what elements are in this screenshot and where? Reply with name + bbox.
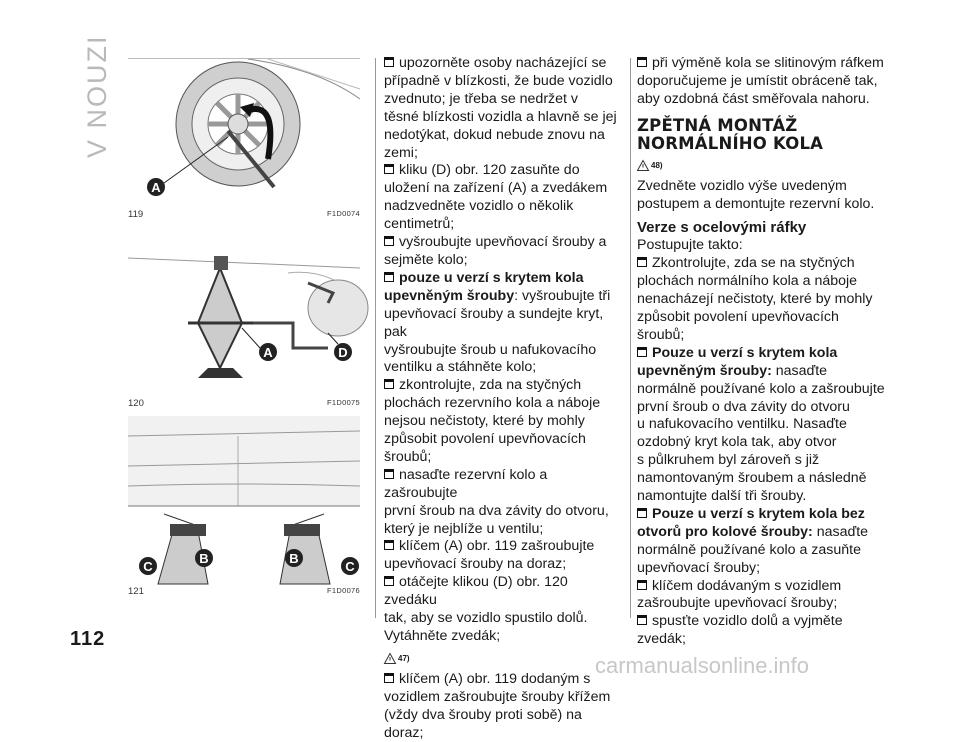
bullet-icon [384, 272, 394, 282]
figure-code: F1D0076 [327, 586, 360, 595]
figure-number: 119 [128, 209, 144, 220]
column-divider [630, 58, 631, 618]
bullet-icon [384, 673, 394, 683]
figure-number: 121 [128, 586, 144, 597]
bullet-icon [637, 347, 647, 357]
column-divider [375, 58, 376, 618]
callout-a: A [151, 180, 161, 195]
list-item: zkontrolujte, zda na styčných [384, 377, 624, 395]
figure-121 [128, 416, 360, 597]
callout-b: B [289, 551, 299, 566]
figure-caption [128, 209, 360, 220]
page-number: 112 [70, 628, 106, 650]
bullet-icon [637, 580, 647, 590]
bullet-icon [384, 540, 394, 550]
list-item: nasaďte rezervní kolo a zašroubujte [384, 466, 548, 501]
list-item: vyšroubujte upevňovací šrouby a [384, 234, 624, 252]
figure-number: 120 [128, 398, 144, 409]
figure-caption [128, 586, 360, 597]
text-column-2: při výměně kola se slitinovým ráfkem doporučujeme je umístit obráceně tak, aby ozdobná část směřovala nahoru. ZPĚTNÁ MONTÁŽ NORMÁLNÍHO KOLA 48) Zvedněte vozidlo výše uvedeným postupem a demontujte rezervní kolo. Verze s ocelovými ráfky Postupujte takto: Zkontrolujte, zda se na styčných plochách normálního kola a náboje nenacházejí nečistoty, které by mohly způsobit povolení upevňovacích šroubů; Pouze u verzí s krytem kola upevněným šrouby: nasaďte normálně používané kolo a zašroubujte první šroub o dva závity do otvoru u nafukovacího ventilku. Nasaďte ozdobný kryt kola tak, aby otvor s půlkruhem byl zároveň s již namontovaným šroubem a následně namontujte další tři šrouby. Pouze u verzí s krytem kola bez otvorů pro kolové šrouby: nasaďte normálně používané kolo a zasuňte upevňovací šrouby; klíčem dodávaným s vozidlem zašroubujte upevňovací šrouby; spusťte vozidlo dolů a vyjměte zvedák; [637, 55, 885, 648]
list-item: Pouze u verzí s krytem kola [637, 345, 885, 363]
figure-code: F1D0074 [327, 209, 360, 218]
warning-reference: 48) [637, 157, 885, 175]
list-item: pouze u verzí s krytem kola [384, 270, 624, 288]
figure-119 [128, 59, 360, 220]
warning-triangle-icon [637, 160, 649, 171]
bullet-icon [384, 236, 394, 246]
warning-triangle-icon [384, 653, 396, 664]
callout-a: A [263, 345, 273, 360]
bullet-icon [637, 508, 647, 518]
bullet-icon [637, 257, 647, 267]
list-item: klíčem (A) obr. 119 dodaným s [384, 671, 624, 689]
bullet-icon [384, 57, 394, 67]
warning-reference: 47) [384, 650, 624, 668]
list-item: Pouze u verzí s krytem kola bez [637, 506, 885, 524]
callout-c: C [345, 559, 355, 574]
bullet-icon [384, 164, 394, 174]
list-item: klíčem dodávaným s vozidlem [637, 578, 885, 596]
figure-119-illustration [128, 59, 360, 207]
list-item: otáčejte klikou (D) obr. 120 zvedáku [384, 574, 568, 609]
callout-b: B [199, 551, 209, 566]
subsection-heading: Verze s ocelovými ráfky [637, 219, 807, 237]
list-item: klíčem (A) obr. 119 zašroubujte [384, 538, 624, 556]
list-item: Zkontrolujte, zda se na styčných [637, 255, 885, 273]
section-tab: V NOUZI [82, 34, 112, 158]
callout-d: D [338, 345, 348, 360]
list-item: kliku (D) obr. 120 zasuňte do [384, 162, 624, 180]
figure-120-illustration [128, 228, 360, 396]
figure-code: F1D0075 [327, 398, 360, 407]
figure-120 [128, 228, 360, 409]
list-item: spusťte vozidlo dolů a vyjměte [637, 613, 885, 631]
text-column-1: upozorněte osoby nacházející se případně v blízkosti, že bude vozidlo zvednuto; je třeba se nedržet v těsné blízkosti vozidla a hlavně se jej nedotýkat, dokud nebude znovu na zemi; kliku (D) obr. 120 zasuňte do uložení na zařízení (A) a zvedákem nadzvedněte vozidlo o několik centimetrů; vyšroubujte upevňovací šrouby a sejměte kolo; pouze u verzí s krytem kola upevněným šrouby: vyšroubujte tři upevňovací šrouby a sundejte kryt, pak vyšroubujte šroub u nafukovacího ventilku a stáhněte kolo; zkontrolujte, zda na styčných plochách rezervního kola a náboje nejsou nečistoty, které by mohly způsobit povolení upevňovacích šroubů; nasaďte rezervní kolo a zašroubujte první šroub na dva závity do otvoru, který je nejblíže u ventilu; klíčem (A) obr. 119 zašroubujte upevňovací šrouby na doraz; otáčejte klikou (D) obr. 120 zvedáku tak, aby se vozidlo spustilo dolů. Vytáhněte zvedák; 47) klíčem (A) obr. 119 dodaným s vozidlem zašroubujte šrouby křížem (vždy dva šrouby proti sobě) na doraz; [384, 55, 624, 742]
bullet-icon [384, 469, 394, 479]
bullet-icon [637, 615, 647, 625]
section-heading: ZPĚTNÁ MONTÁŽ NORMÁLNÍHO KOLA [637, 115, 824, 153]
figure-121-illustration [128, 416, 360, 584]
list-item: při výměně kola se slitinovým ráfkem [637, 55, 885, 73]
bullet-icon [384, 576, 394, 586]
bullet-icon [384, 379, 394, 389]
figure-caption [128, 398, 360, 409]
bullet-icon [637, 57, 647, 67]
watermark: carmanualsonline.info [595, 653, 810, 678]
callout-c: C [143, 559, 153, 574]
list-item: upozorněte osoby nacházející se [384, 55, 624, 73]
